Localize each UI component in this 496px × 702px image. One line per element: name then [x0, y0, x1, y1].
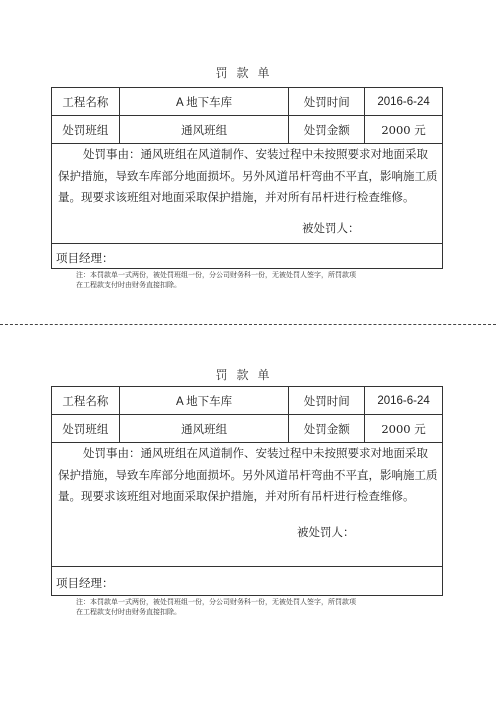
penalty-team-label: 处罚班组 — [52, 116, 120, 144]
cut-line-divider — [0, 324, 496, 325]
table-row — [52, 415, 443, 443]
project-name-value: A 地下车库 — [119, 387, 289, 415]
form-title: 罚款单 — [215, 66, 279, 80]
penalty-team-value: 通风班组 — [119, 415, 289, 443]
table-row — [52, 88, 443, 116]
penalty-team-value: 通风班组 — [119, 116, 289, 144]
penalty-amount-label: 处罚金额 — [289, 116, 365, 144]
form-note — [76, 271, 356, 290]
penalty-reason: 处罚事由：通风班组在风道制作、安装过程中未按照要求对地面采取保护措施，导致车库部分地面损坏。另外风道吊杆弯曲不平直，影响施工质量。现要求该班组对地面采取保护措施，并对所有吊杆进行检查维修。 — [58, 446, 438, 503]
penalty-reason: 处罚事由：通风班组在风道制作、安装过程中未按照要求对地面采取保护措施，导致车库部分地面损坏。另外风道吊杆弯曲不平直，影响施工质量。现要求该班组对地面采取保护措施，并对所有吊杆进行检查维修。 — [58, 147, 438, 204]
penalty-amount-value: 2000 元 — [365, 116, 443, 144]
penalty-time-value: 2016-6-24 — [365, 88, 443, 116]
penalty-time-label: 处罚时间 — [289, 88, 365, 116]
project-manager-label: 项目经理： — [56, 576, 114, 590]
note-line: 在工程款支付时由财务直接扣除。 — [76, 607, 181, 616]
penalty-amount-value: 2000 元 — [365, 415, 443, 443]
reason-cell — [51, 440, 443, 567]
info-table — [51, 386, 443, 443]
manager-cell — [51, 567, 443, 596]
project-name-label: 工程名称 — [52, 387, 120, 415]
table-row — [52, 387, 443, 415]
penalty-team-label: 处罚班组 — [52, 415, 120, 443]
reason-cell — [51, 141, 443, 244]
project-manager-label: 项目经理： — [56, 251, 114, 265]
penalty-time-label: 处罚时间 — [289, 387, 365, 415]
penalty-amount-label: 处罚金额 — [289, 415, 365, 443]
penalty-time-value: 2016-6-24 — [365, 387, 443, 415]
note-line: 在工程款支付时由财务直接扣除。 — [76, 280, 181, 289]
note-line: 注：本罚款单一式两份，被处罚班组一份，分公司财务科一份，无被处罚人签字，所罚款项 — [76, 598, 356, 606]
project-name-label: 工程名称 — [52, 88, 120, 116]
table-row — [52, 116, 443, 144]
project-name-value: A 地下车库 — [119, 88, 289, 116]
note-line: 注：本罚款单一式两份，被处罚班组一份，分公司财务科一份，无被处罚人签字，所罚款项 — [76, 271, 356, 279]
penalized-party-label: 被处罚人： — [297, 525, 355, 539]
penalized-party-label: 被处罚人： — [302, 221, 360, 235]
form-title: 罚款单 — [215, 368, 279, 382]
manager-cell — [51, 244, 443, 269]
form-note — [76, 598, 356, 617]
info-table — [51, 87, 443, 144]
